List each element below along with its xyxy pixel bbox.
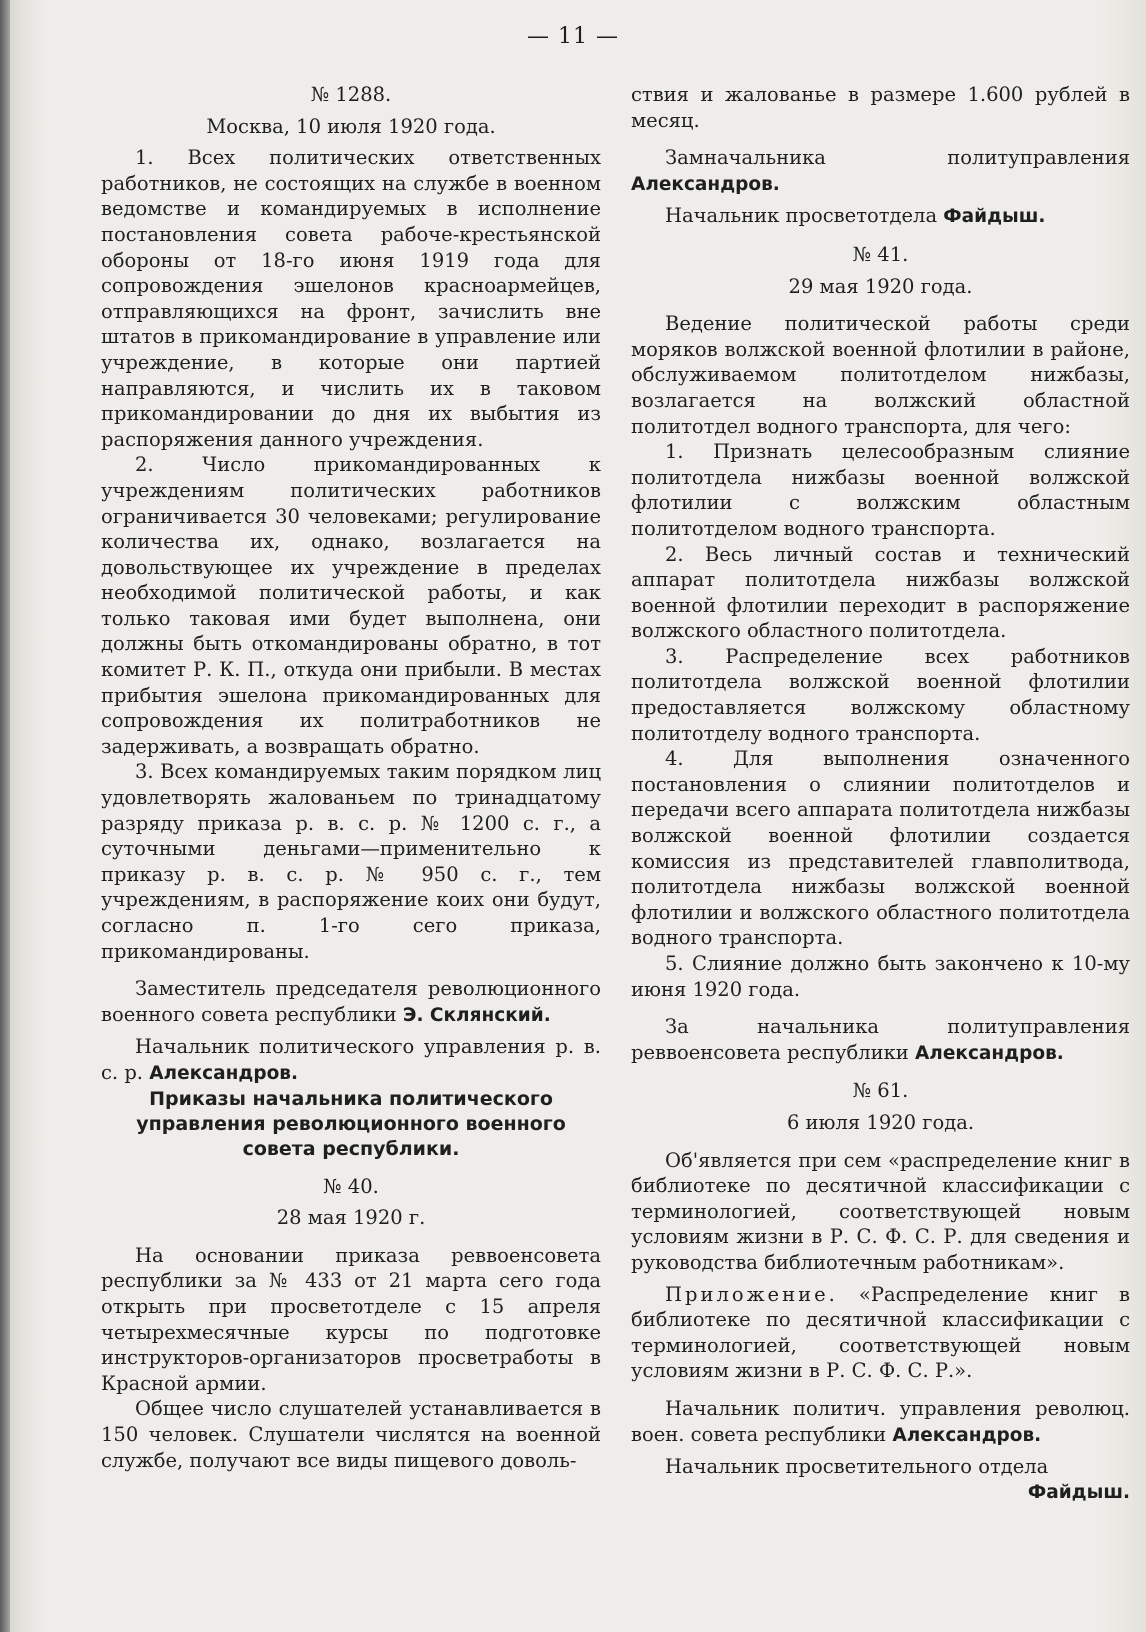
order-40-paragraph-2: Общее число слушателей устанавливается в 150 человек. Слушатели числятся на военной службе, получают все виды пищевого доволь- bbox=[101, 1397, 601, 1472]
order-61-signature-2-name: Файдыш. bbox=[1027, 1481, 1130, 1503]
signature-name: Александров. bbox=[149, 1062, 299, 1084]
signature-title: Заместитель председателя революционного военного совета республики bbox=[101, 977, 601, 1026]
appendix-text: «Распределение книг в библиотеке по десятичной классификации с терминологией, соответствующей новым условиям жизни в Р. С. Ф. С. Р.». bbox=[631, 1282, 1130, 1383]
signature-title: Начальник просветотдела bbox=[665, 204, 938, 228]
order-1288-signature-2 bbox=[101, 1034, 601, 1086]
order-61-signature-2-title: Начальник просветительного отдела bbox=[665, 1455, 1049, 1479]
order-41-signature bbox=[631, 1014, 1130, 1066]
section-heading: Приказы начальника политического управления революционного военного совета республики. bbox=[136, 1087, 566, 1160]
order-41-intro: Ведение политической работы среди моряков волжской военной флотилии в районе, обслуживаемом политотделом нижбазы, возлагается на волжский областной политотдел водного транспорта, для чего: bbox=[631, 312, 1130, 438]
order-40-paragraph-1: На основании приказа реввоенсовета республики за № 433 от 21 марта сего года открыть при просветотделе с 15 апреля четырехмесячные курсы по подготовке инструкторов-организаторов просветработы в Красной армии. bbox=[101, 1243, 601, 1395]
order-41-date: 29 мая 1920 года. bbox=[788, 274, 973, 298]
order-40-number: № 40. bbox=[323, 1174, 379, 1198]
order-40-signature-1 bbox=[631, 145, 1130, 197]
order-61-date: 6 июля 1920 года. bbox=[786, 1110, 975, 1134]
page-binding-edge bbox=[0, 0, 10, 1632]
order-41-paragraph-3: 3. Распределение всех работников политотдела волжской военной флотилии предоставляется волжскому областному политотделу водного транспорта. bbox=[631, 644, 1130, 745]
appendix-label: Приложение. bbox=[665, 1282, 838, 1306]
signature-name: Александров. bbox=[914, 1042, 1064, 1064]
signature-name: Файдыш. bbox=[943, 206, 1046, 228]
order-61-number: № 61. bbox=[852, 1079, 909, 1103]
order-41-paragraph-1: 1. Признать целесообразным слияние политотдела нижбазы военной волжской флотилии с волжским областным политотделом водного транспорта. bbox=[631, 440, 1130, 540]
right-column bbox=[631, 82, 1130, 1505]
page-number: — 11 — bbox=[527, 24, 619, 49]
signature-name: Э. Склянский. bbox=[402, 1004, 551, 1026]
order-41-paragraph-4: 4. Для выполнения означенного постановления о слиянии политотделов и передачи всего аппарата политотдела нижбазы волжской военной флотилии создается комиссия из представителей главполитвода, политотдела нижбазы волжской военной флотилии и волжского областного политотдела водного транспорта. bbox=[631, 747, 1130, 950]
signature-title: Начальник политич. управления революц. воен. совета республики bbox=[631, 1396, 1130, 1446]
order-61-appendix bbox=[631, 1282, 1130, 1384]
order-1288-paragraph-1: 1. Всех политических ответственных работников, не состоящих на службе в военном ведомстве и командируемых в исполнение постановления совета рабоче-крестьянской обороны от 18-го июня 1919 года для сопровождения эшелонов красноармейцев, отправляющихся на фронт, зачислить вне штатов в прикомандирование в управление или учреждение, в которые они партией направляются, и числить их в таковом прикомандировании до дня их выбытия из распоряжения данного учреждения. bbox=[101, 146, 601, 451]
order-61-paragraph-1: Об'является при сем «распределение книг в библиотеке по десятичной классификации с терминологией, соответствующей новым условиям жизни в Р. С. Ф. С. Р. для сведения и руководства библиотечным работникам». bbox=[631, 1148, 1130, 1274]
left-column bbox=[101, 82, 601, 1473]
order-40-signature-2 bbox=[631, 203, 1130, 230]
order-1288-place-date: Москва, 10 июля 1920 года. bbox=[206, 114, 496, 138]
order-1288-paragraph-2: 2. Число прикомандированных к учреждениям политических работников ограничивается 30 человеками; регулирование количества их, однако, возлагается на довольствующее их учреждение в пределах необходимой политической работы, и как только таковая ими будет выполнена, они должны быть откомандированы обратно, в тот комитет Р. К. П., откуда они прибыли. В местах прибытия эшелона прикомандированных для сопровождения их политработников не задерживать, а возвращать обратно. bbox=[101, 453, 601, 758]
signature-name: Александров. bbox=[631, 173, 780, 195]
order-1288-number: № 1288. bbox=[310, 83, 392, 106]
order-1288-paragraph-3: 3. Всех командируемых таким порядком лиц удовлетворять жалованьем по тринадцатому разряду приказа р. в. с. р. № 1200 с. г., а суточными деньгами—применительно к приказу р. в. с. р. № 950 с. г., тем учреждениям, в распоряжение коих они будут, согласно п. 1-го сего приказа, прикомандированы. bbox=[101, 760, 601, 963]
signature-title: Начальник политического управления р. в. с. р. bbox=[101, 1035, 601, 1084]
order-41-paragraph-5: 5. Слияние должно быть закончено к 10-му июня 1920 года. bbox=[631, 952, 1130, 1001]
signature-title: Замначальника политуправления bbox=[665, 146, 1130, 170]
order-41-number: № 41. bbox=[852, 242, 909, 266]
signature-name: Александров. bbox=[892, 1424, 1042, 1446]
signature-title: За начальника политуправления реввоенсовета республики bbox=[631, 1015, 1130, 1064]
order-41-paragraph-2: 2. Весь личный состав и технический аппарат политотдела нижбазы волжской военной флотилии переходит в распоряжение волжского областного политотдела. bbox=[631, 542, 1130, 643]
order-1288-signature-1 bbox=[101, 976, 601, 1028]
order-40-continuation: ствия и жалованье в размере 1.600 рублей в месяц. bbox=[631, 83, 1130, 132]
order-61-signature-1 bbox=[631, 1396, 1130, 1448]
order-40-date: 28 мая 1920 г. bbox=[276, 1206, 426, 1230]
